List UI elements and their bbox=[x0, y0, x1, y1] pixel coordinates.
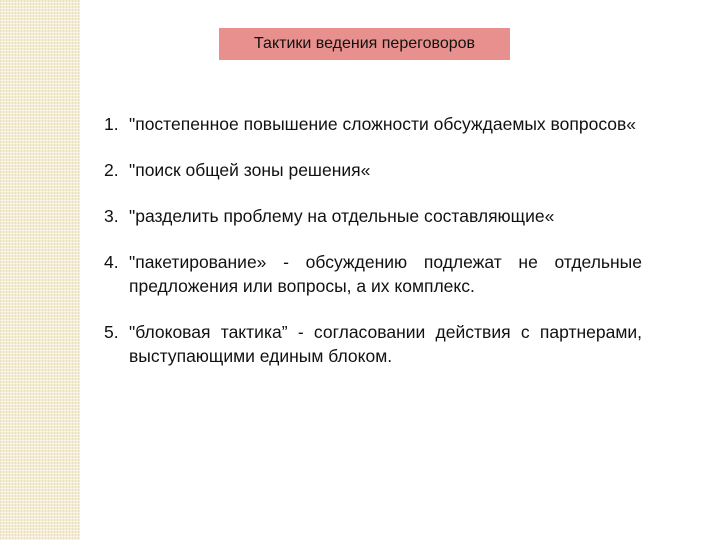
list-item-number: 4. bbox=[104, 252, 119, 272]
list-item bbox=[104, 320, 642, 368]
list-item bbox=[104, 204, 642, 228]
list-item bbox=[104, 250, 642, 298]
slide-title-text: Тактики ведения переговоров bbox=[253, 35, 476, 52]
list-item-text: "постепенное повышение сложности обсуждаемых вопросов« bbox=[129, 114, 637, 134]
list-item-number: 5. bbox=[104, 322, 119, 342]
tactics-list bbox=[104, 112, 642, 390]
list-item bbox=[104, 158, 642, 182]
decorative-side-pattern bbox=[0, 0, 80, 540]
slide-title bbox=[219, 28, 510, 60]
list-item-text: "пакетирование» - обсуждению подлежат не отдельные предложения или вопросы, а их комплекс. bbox=[129, 252, 642, 296]
list-item-number: 2. bbox=[104, 160, 119, 180]
list-item-text: "блоковая тактика” - согласовании действия с партнерами, выступающими единым блоком. bbox=[129, 322, 642, 366]
list-item-number: 1. bbox=[104, 114, 119, 134]
list-item-text: "разделить проблему на отдельные составляющие« bbox=[129, 206, 555, 226]
list-item-number: 3. bbox=[104, 206, 119, 226]
list-item bbox=[104, 112, 642, 136]
list-item-text: "поиск общей зоны решения« bbox=[129, 160, 371, 180]
